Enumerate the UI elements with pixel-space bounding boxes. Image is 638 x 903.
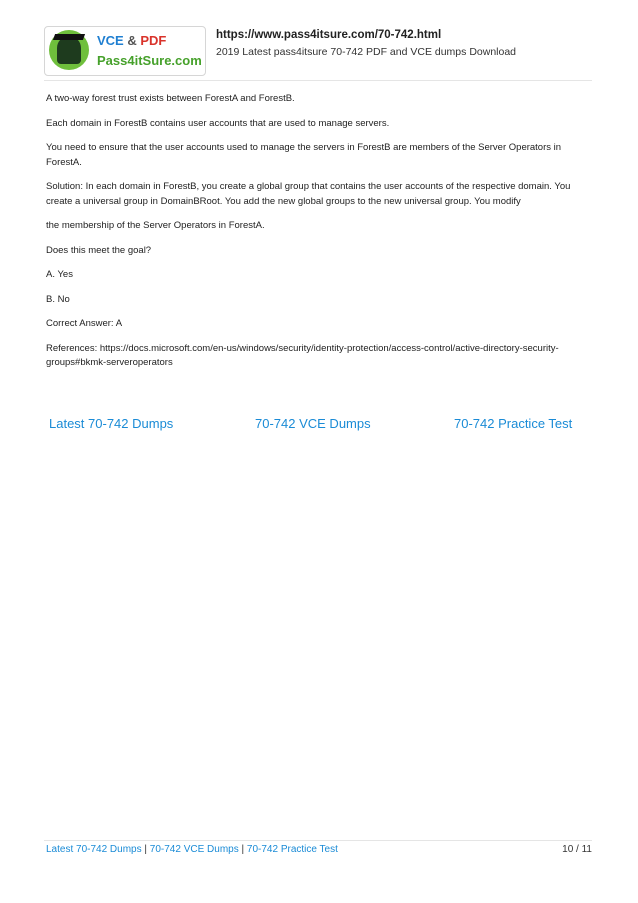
pass4itsure-logo[interactable] xyxy=(44,26,206,76)
footer-latest-dumps-link[interactable]: Latest 70-742 Dumps xyxy=(46,844,142,855)
practice-test-link[interactable]: 70-742 Practice Test xyxy=(454,416,573,431)
logo-vce: VCE xyxy=(97,33,124,48)
question-content xyxy=(46,92,592,381)
page-number: 10 / 11 xyxy=(562,844,592,855)
footer-separator: | xyxy=(144,844,148,855)
logo-amp: & xyxy=(127,33,137,48)
footer-practice-test-link[interactable]: 70-742 Practice Test xyxy=(246,844,338,855)
footer-separator: | xyxy=(241,844,245,855)
header-url[interactable]: https://www.pass4itsure.com/70-742.html xyxy=(216,29,442,41)
answer-option-a: A. Yes xyxy=(46,269,73,280)
question-paragraph: Each domain in ForestB contains user accounts that are used to manage servers. xyxy=(46,117,390,129)
references: References: https://docs.microsoft.com/en-us/windows/security/identity-protection/access-control/active-directory-security-groups#bkmk-serveroperators xyxy=(46,342,559,368)
latest-dumps-link[interactable]: Latest 70-742 Dumps xyxy=(49,416,174,431)
answer-option-b: B. No xyxy=(46,293,70,305)
solution-paragraph: Solution: In each domain in ForestB, you create a global group that contains the user accounts of the respective domain. You create a universal group in DomainBRoot. You add the new global groups to the new universal group. You modify xyxy=(46,181,571,207)
header-subtitle: 2019 Latest pass4itsure 70-742 PDF and VCE dumps Download xyxy=(216,46,517,58)
header-divider xyxy=(44,80,592,81)
page-footer xyxy=(46,844,592,855)
solution-paragraph: the membership of the Server Operators in ForestA. xyxy=(46,220,265,231)
footer-vce-dumps-link[interactable]: 70-742 VCE Dumps xyxy=(149,844,239,855)
logo-tagline xyxy=(97,33,166,48)
question-paragraph: You need to ensure that the user accounts used to manage the servers in ForestB are members of the Server Operators in ForestA. xyxy=(46,142,562,168)
question-prompt: Does this meet the goal? xyxy=(46,244,152,256)
vce-dumps-link[interactable]: 70-742 VCE Dumps xyxy=(255,416,371,431)
footer-divider xyxy=(44,840,592,841)
graduate-mascot-icon xyxy=(49,30,89,70)
page-header xyxy=(0,0,638,80)
logo-pdf: PDF xyxy=(140,33,167,48)
question-paragraph: A two-way forest trust exists between ForestA and ForestB. xyxy=(46,93,295,104)
promo-links xyxy=(49,416,589,436)
correct-answer: Correct Answer: A xyxy=(46,318,123,329)
logo-site-name: Pass4itSure.com xyxy=(97,53,202,68)
